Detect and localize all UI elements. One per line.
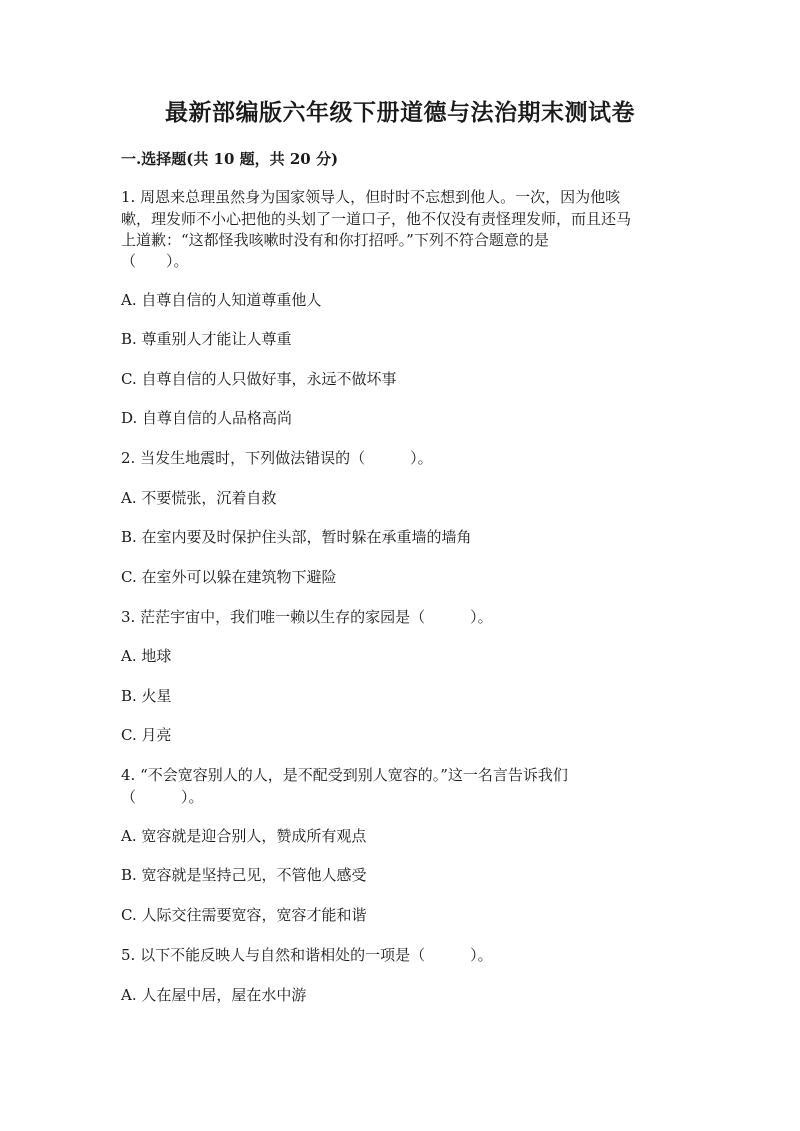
question-3-stem: 3. 茫茫宇宙中，我们唯一赖以生存的家园是（ ）。: [121, 608, 493, 626]
question-4-line-1: 4. “不会宽容别人的人，是不配受到别人宽容的。”这一名言告诉我们: [121, 766, 568, 784]
question-1-line-4: （ ）。: [121, 252, 189, 270]
question-3-option-b: B. 火星: [121, 687, 172, 705]
question-1-line-2: 嗽，理发师不小心把他的头划了一道口子，他不仅没有责怪理发师，而且还马: [121, 210, 632, 228]
question-1-option-c: C. 自尊自信的人只做好事，永远不做坏事: [121, 370, 397, 388]
question-2-option-b: B. 在室内要及时保护住头部，暂时躲在承重墙的墙角: [121, 528, 472, 546]
question-1-line-3: 上道歉：“这都怪我咳嗽时没有和你打招呼。”下列不符合题意的是: [121, 231, 549, 249]
question-1-line-1: 1. 周恩来总理虽然身为国家领导人，但时时不忘想到他人。一次，因为他咳: [121, 188, 621, 206]
question-3-option-c: C. 月亮: [121, 726, 172, 744]
question-4-option-c: C. 人际交往需要宽容，宽容才能和谐: [121, 906, 367, 924]
question-1-option-a: A. 自尊自信的人知道尊重他人: [121, 291, 322, 309]
question-5-option-a: A. 人在屋中居，屋在水中游: [121, 986, 307, 1004]
question-2-option-a: A. 不要慌张，沉着自救: [121, 489, 277, 507]
section-header: 一.选择题(共 10 题，共 20 分): [121, 150, 339, 168]
question-4-option-a: A. 宽容就是迎合别人，赞成所有观点: [121, 827, 367, 845]
question-1-option-b: B. 尊重别人才能让人尊重: [121, 330, 292, 348]
page-title: 最新部编版六年级下册道德与法治期末测试卷: [165, 99, 635, 126]
question-3-option-a: A. 地球: [121, 647, 172, 665]
question-4-option-b: B. 宽容就是坚持己见，不管他人感受: [121, 866, 367, 884]
question-4-line-2: （ ）。: [121, 788, 204, 806]
question-2-option-c: C. 在室外可以躲在建筑物下避险: [121, 568, 337, 586]
question-1-option-d: D. 自尊自信的人品格高尚: [121, 409, 293, 427]
question-5-stem: 5. 以下不能反映人与自然和谐相处的一项是（ ）。: [121, 946, 493, 964]
question-2-stem: 2. 当发生地震时，下列做法错误的（ ）。: [121, 449, 433, 467]
